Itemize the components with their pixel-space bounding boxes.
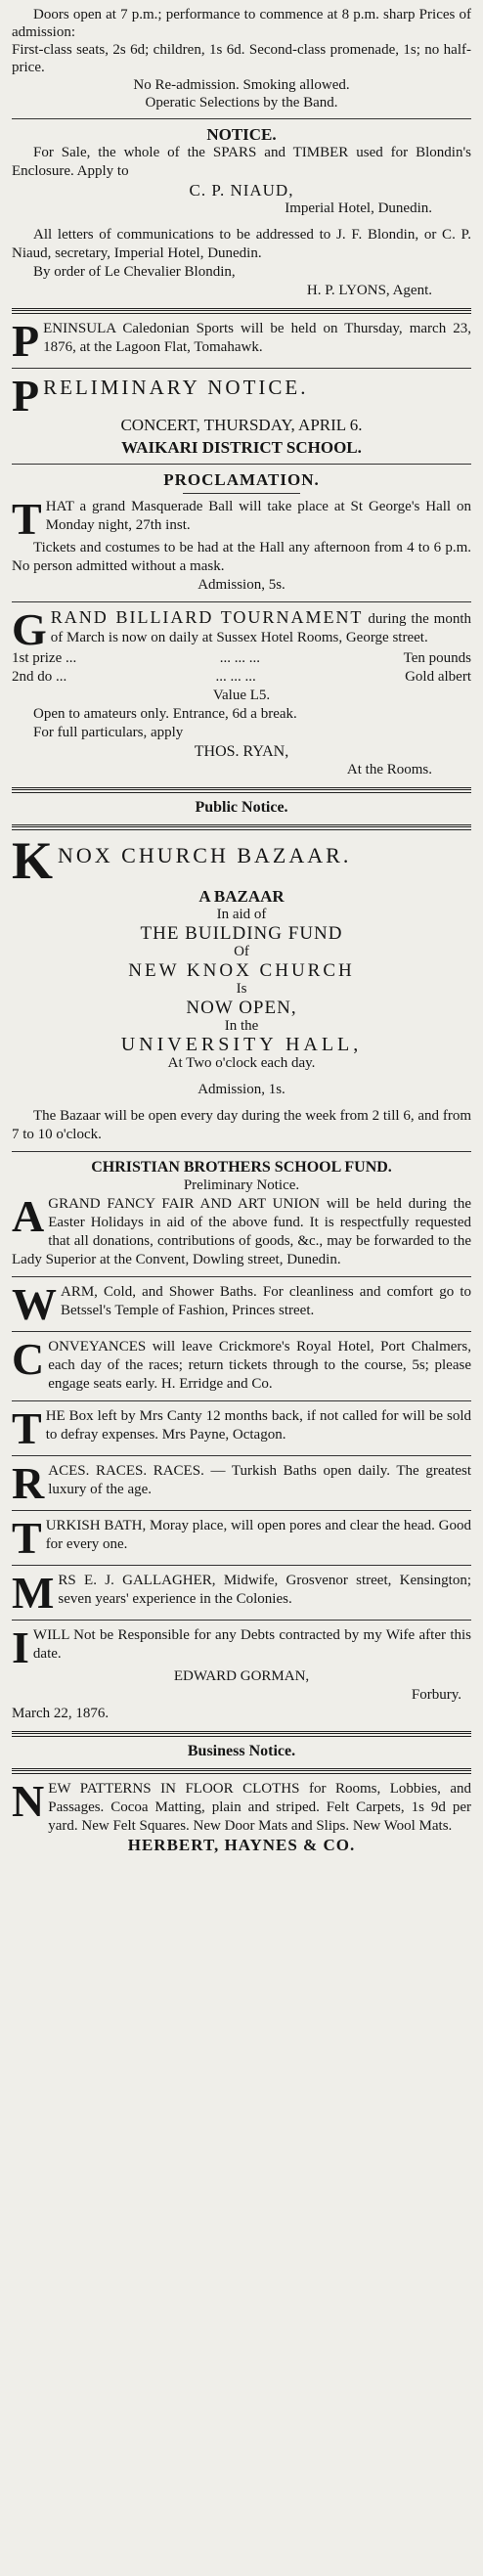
drop-cap: T [12,1403,42,1453]
drop-cap: G [12,604,47,654]
divider [12,118,471,119]
knox-title: NOX CHURCH BAZAAR. [58,843,352,867]
spars-title: NOTICE. [206,125,277,144]
floor-name: HERBERT, HAYNES & CO. [127,1836,356,1854]
billiard-value: Value L5. [212,688,271,703]
drop-cap: A [12,1191,45,1241]
drop-cap: I [12,1622,29,1672]
knox-l8: In the [224,1018,259,1034]
spars-body: For Sale, the whole of the SPARS and TIMBER used for Blondin's Enclosure. Apply to [12,145,471,179]
divider [12,824,471,830]
floor-body: EW PATTERNS IN FLOOR CLOTHS for Rooms, Lobbies, and Passages. Cocoa Matting, plain and striped. Felt Carpets, 1s 9d per yard. New Felt Squares. New Door Mats and Slips. New Wool Mats. [48,1781,471,1834]
turkish-bath-ad [12,1513,471,1563]
divider [12,464,471,465]
races-body: ACES. RACES. RACES. — Turkish Baths open daily. The greatest luxury of the age. [48,1463,471,1497]
billiard-ad [12,604,472,779]
public-notice-title: Public Notice. [195,799,288,816]
knox-l1: A BAZAAR [198,887,285,906]
christian-sub: Preliminary Notice. [183,1177,300,1193]
prize-value: Gold albert [405,669,471,685]
drop-cap: P [12,316,40,366]
concert-prices-text: First-class seats, 2s 6d; children, 1s 6d. Second-class promenade, 1s; no half-price. [12,42,471,75]
spars-address: Imperial Hotel, Dunedin. [285,200,432,216]
knox-l9: UNIVERSITY HALL, [120,1034,363,1055]
divider [12,1151,471,1152]
proclamation-ad [12,470,471,595]
divider [12,1731,471,1737]
knox-bazaar-ad [12,831,471,1144]
divider [12,601,471,602]
billiard-body: during the month of March is now on daily at Sussex Hotel Rooms, George street. [50,611,472,645]
drop-cap: P [12,371,40,421]
knox-l4: Of [234,944,249,959]
divider [12,1510,471,1511]
peninsula-text: ENINSULA Caledonian Sports will be held on Thursday, march 23, 1876, at the Lagoon Flat, Tomahawk. [43,321,471,355]
warm-baths-body: ARM, Cold, and Shower Baths. For cleanliness and comfort go to Betssel's Temple of Fashion, Princes street. [61,1284,471,1318]
drop-cap: W [12,1279,57,1329]
billiard-prize-1 [12,649,471,668]
box-body: HE Box left by Mrs Canty 12 months back, if not called for will be sold to defray expenses. Mrs Payne, Octagon. [45,1408,471,1443]
gorman-date: March 22, 1876. [12,1706,110,1721]
divider [12,1768,471,1774]
preliminary-school: WAIKARI DISTRICT SCHOOL. [121,438,362,457]
drop-cap: T [12,1513,42,1563]
prize-label: 1st prize ... [12,650,77,666]
turkish-body: URKISH BATH, Moray place, will open pores and clear the head. Good for every one. [45,1518,471,1552]
billiard-name: THOS. RYAN, [194,743,289,760]
billiard-title: RAND BILLIARD TOURNAMENT [50,607,364,627]
prize-dots: ... ... ... [215,669,256,685]
gorman-ad [12,1622,471,1723]
knox-l7: NOW OPEN, [186,998,297,1018]
knox-l10: At Two o'clock each day. [167,1055,316,1071]
gorman-name: EDWARD GORMAN, [173,1668,310,1684]
billiard-prize-2 [12,668,471,687]
prize-value: Ten pounds [403,650,471,666]
divider [12,1620,471,1621]
box-ad [12,1403,471,1453]
billiard-particulars: For full particulars, apply [33,725,184,740]
preliminary-notice [12,371,471,457]
spars-letters: All letters of communications to be addressed to J. F. Blondin, or C. P. Niaud, secretary, Imperial Hotel, Dunedin. [12,227,471,261]
christian-title: CHRISTIAN BROTHERS SCHOOL FUND. [91,1159,392,1176]
conveyances-body: ONVEYANCES will leave Crickmore's Royal Hotel, Port Chalmers, each day of the races; return tickets through to the course, 5s; please engage seats early. H. Erridge and Co. [48,1339,471,1392]
gorman-body: WILL Not be Responsible for any Debts contracted by my Wife after this date. [32,1627,471,1662]
spars-notice [12,125,471,300]
prize-label: 2nd do ... [12,669,67,685]
concert-notice [12,6,471,111]
concert-doors-text: Doors open at 7 p.m.; performance to commence at 8 p.m. sharp Prices of admission: [12,7,471,40]
floor-cloths-ad [12,1776,471,1854]
divider [12,308,471,314]
knox-l5: NEW KNOX CHURCH [128,960,355,981]
gallagher-body: RS E. J. GALLAGHER, Midwife, Grosvenor street, Kensington; seven years' experience in the Colonies. [58,1573,471,1607]
drop-cap: M [12,1568,55,1618]
divider [12,1565,471,1566]
billiard-place: At the Rooms. [346,762,432,777]
proclamation-body: HAT a grand Masquerade Ball will take place at St George's Hall on Monday night, 27th inst. [45,499,471,533]
warm-baths-ad [12,1279,471,1329]
drop-cap: N [12,1776,45,1826]
drop-cap: R [12,1458,45,1508]
races-ad [12,1458,471,1508]
business-notice-title: Business Notice. [187,1743,296,1759]
divider [12,787,471,793]
christian-brothers-ad [12,1158,471,1269]
divider [12,1331,471,1332]
divider [12,1400,471,1401]
gorman-place: Forbury. [411,1687,461,1703]
drop-cap: T [12,494,42,544]
proclamation-admission: Admission, 5s. [198,577,285,593]
knox-l2: In aid of [216,907,267,922]
knox-body: The Bazaar will be open every day during the week from 2 till 6, and from 7 to 10 o'clock. [12,1108,471,1142]
divider [12,368,471,369]
divider [12,1276,471,1277]
divider [183,493,300,494]
spars-order: By order of Le Chevalier Blondin, [33,264,236,280]
gallagher-ad [12,1568,471,1618]
preliminary-title: RELIMINARY NOTICE. [43,376,309,399]
proclamation-title: PROCLAMATION. [163,470,320,489]
knox-l3: THE BUILDING FUND [140,923,343,944]
knox-l6: Is [236,981,247,997]
concert-readmission-text: No Re-admission. Smoking allowed. [133,77,350,93]
prize-dots: ... ... ... [219,650,261,666]
proclamation-tickets: Tickets and costumes to be had at the Hall any afternoon from 4 to 6 p.m. No person admitted without a mask. [12,540,471,574]
billiard-open: Open to amateurs only. Entrance, 6d a break. [33,706,297,722]
preliminary-concert: CONCERT, THURSDAY, APRIL 6. [120,416,363,434]
concert-operatic-text: Operatic Selections by the Band. [145,95,338,111]
conveyances-ad [12,1334,471,1394]
peninsula-ad [12,316,471,366]
drop-cap: C [12,1334,45,1384]
divider [12,1455,471,1456]
christian-body: GRAND FANCY FAIR AND ART UNION will be held during the Easter Holidays in aid of the above fund. It is respectfully requested that all donations, contributions of goods, &c., may be forwarded to the Lady Superior at the Convent, Dowling street, Dunedin. [12,1196,471,1267]
spars-name: C. P. NIAUD, [189,181,294,200]
spars-agent: H. P. LYONS, Agent. [306,283,432,298]
drop-cap: K [12,831,54,890]
knox-admission: Admission, 1s. [198,1082,285,1097]
